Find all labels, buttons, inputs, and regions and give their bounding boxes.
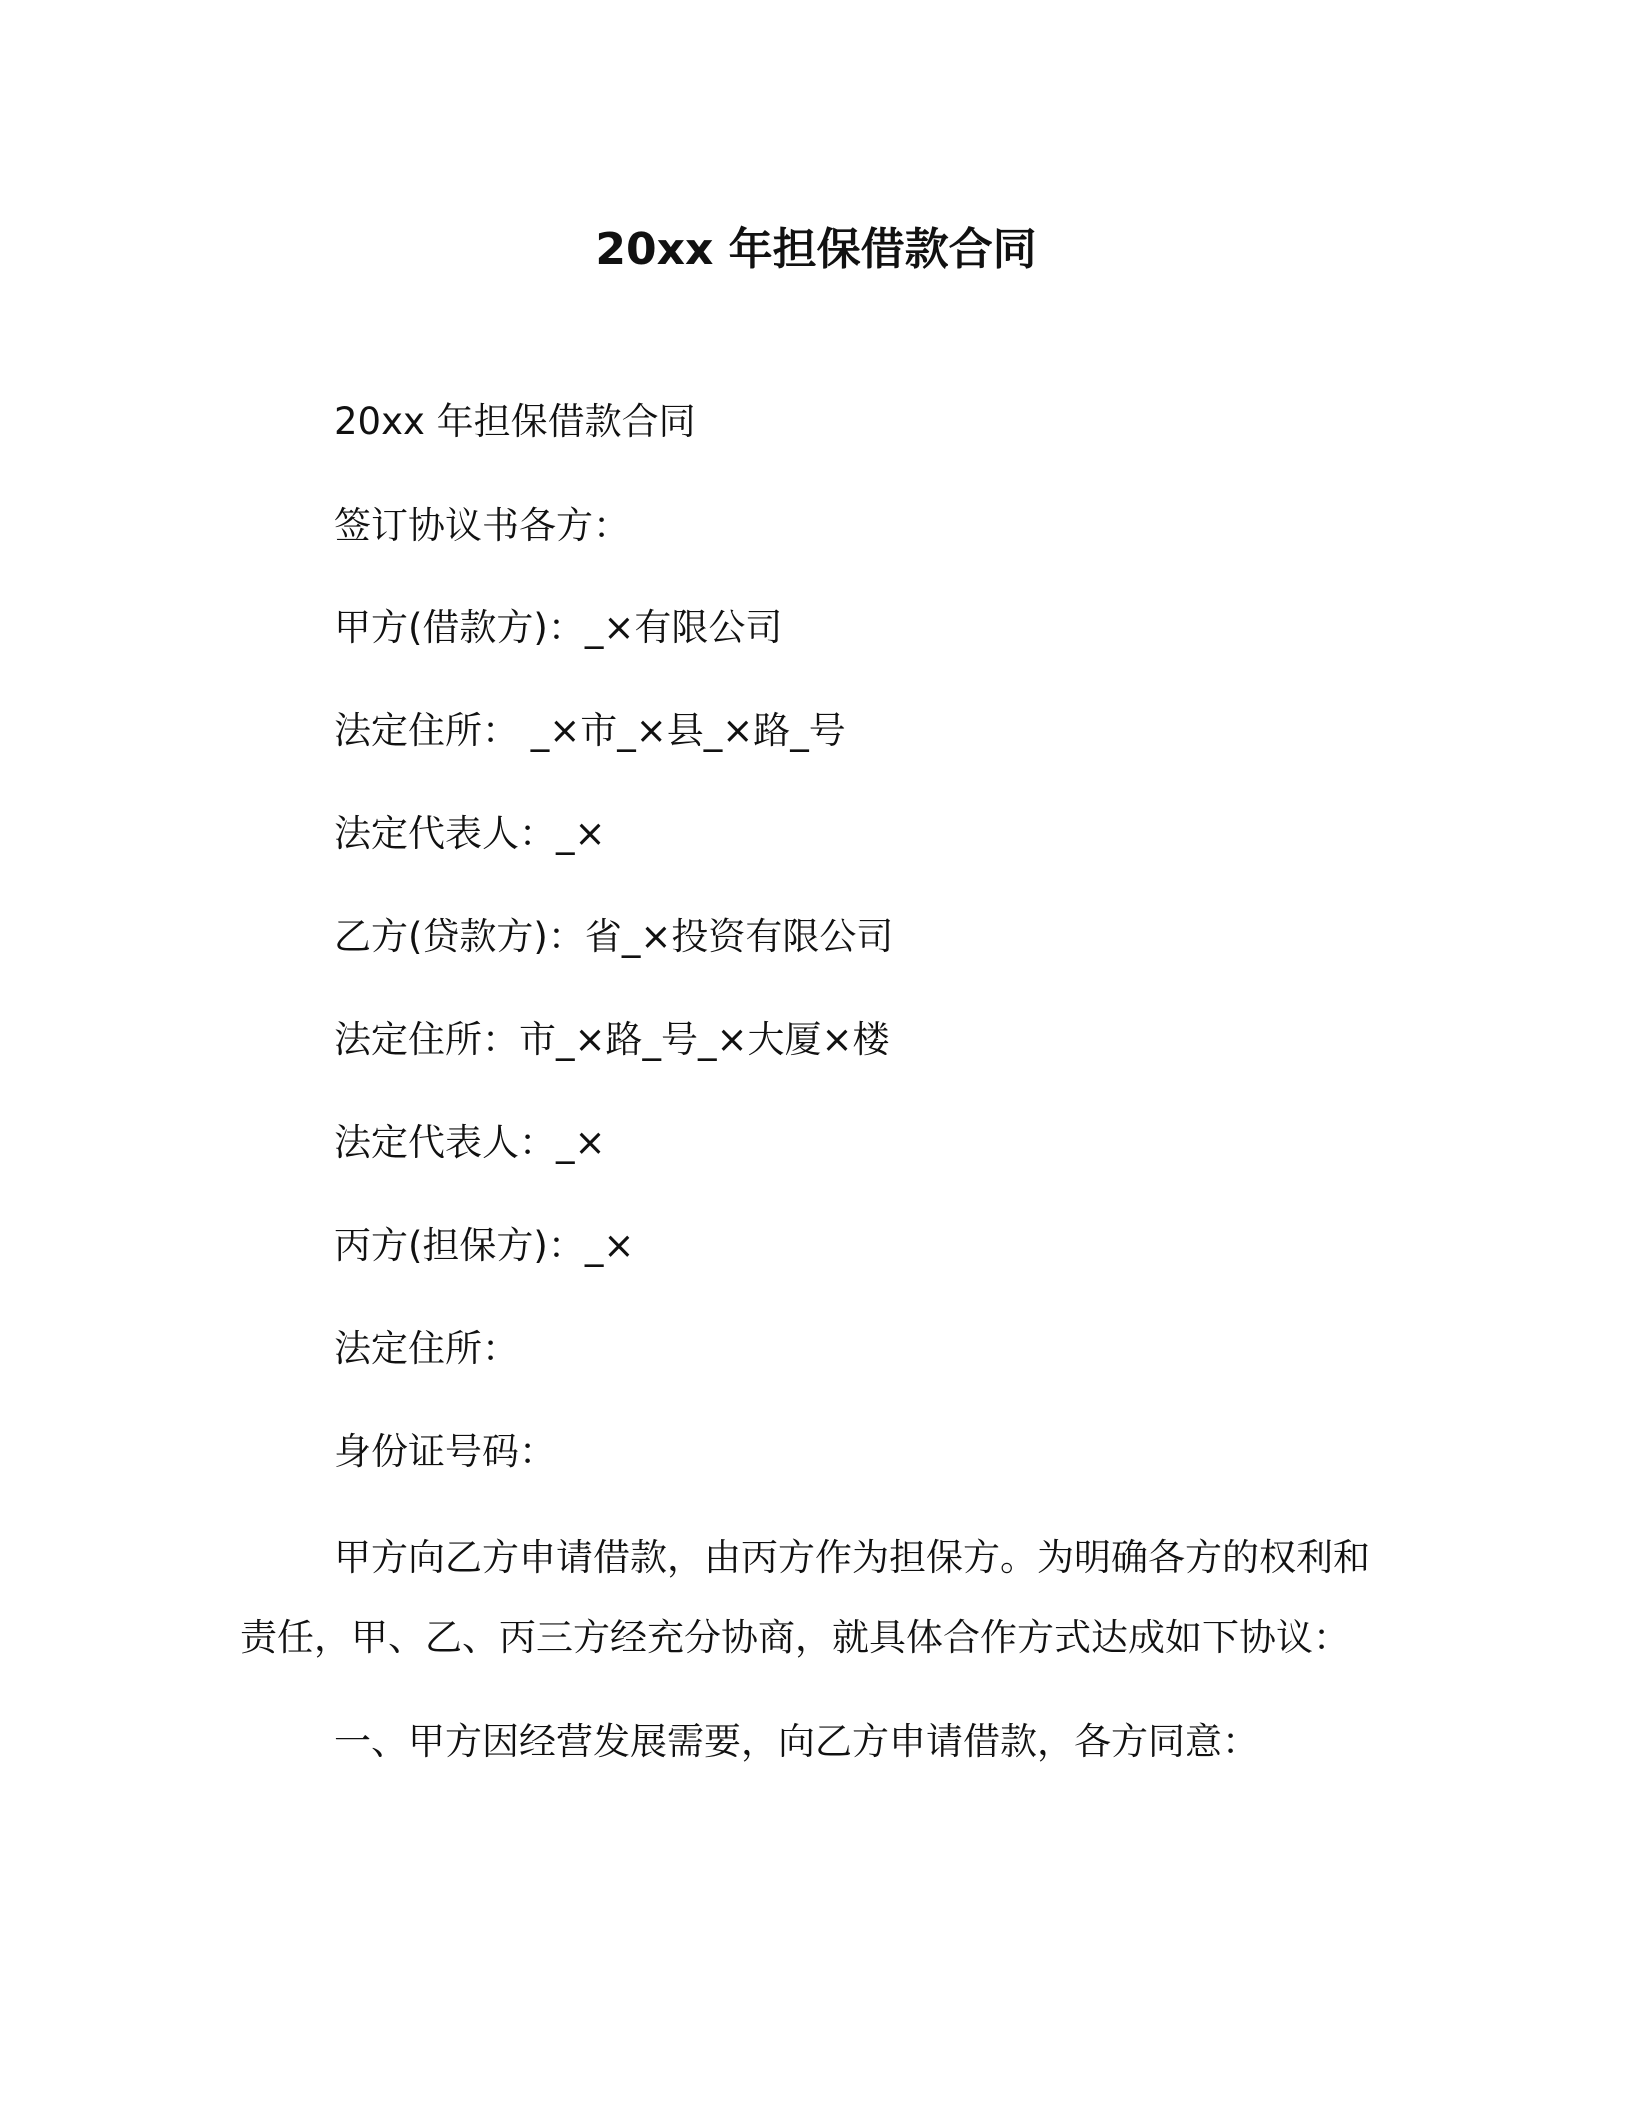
document-subtitle: 20xx 年担保借款合同	[334, 400, 696, 443]
clause-1: 一、甲方因经营发展需要，向乙方申请借款，各方同意：	[334, 1720, 1259, 1763]
party-c-address: 法定住所：	[334, 1327, 519, 1370]
parties-intro: 签订协议书各方：	[334, 504, 630, 547]
party-b-name: 乙方(贷款方)：省_×投资有限公司	[334, 915, 894, 958]
party-b-representative: 法定代表人：_×	[334, 1121, 606, 1164]
party-b-address: 法定住所：市_×路_号_×大厦×楼	[334, 1018, 890, 1061]
party-a-name: 甲方(借款方)：_×有限公司	[334, 606, 783, 649]
party-c-name: 丙方(担保方)：_×	[334, 1224, 635, 1267]
document-title: 20xx 年担保借款合同	[595, 224, 1037, 275]
party-a-address: 法定住所： _×市_×县_×路_号	[334, 709, 846, 752]
party-c-id-number: 身份证号码：	[334, 1430, 556, 1473]
party-a-representative: 法定代表人：_×	[334, 812, 606, 855]
preamble-paragraph: 甲方向乙方申请借款，由丙方作为担保方。为明确各方的权利和责任，甲、乙、丙三方经充分协商，就具体合作方式达成如下协议：	[240, 1536, 1370, 1659]
